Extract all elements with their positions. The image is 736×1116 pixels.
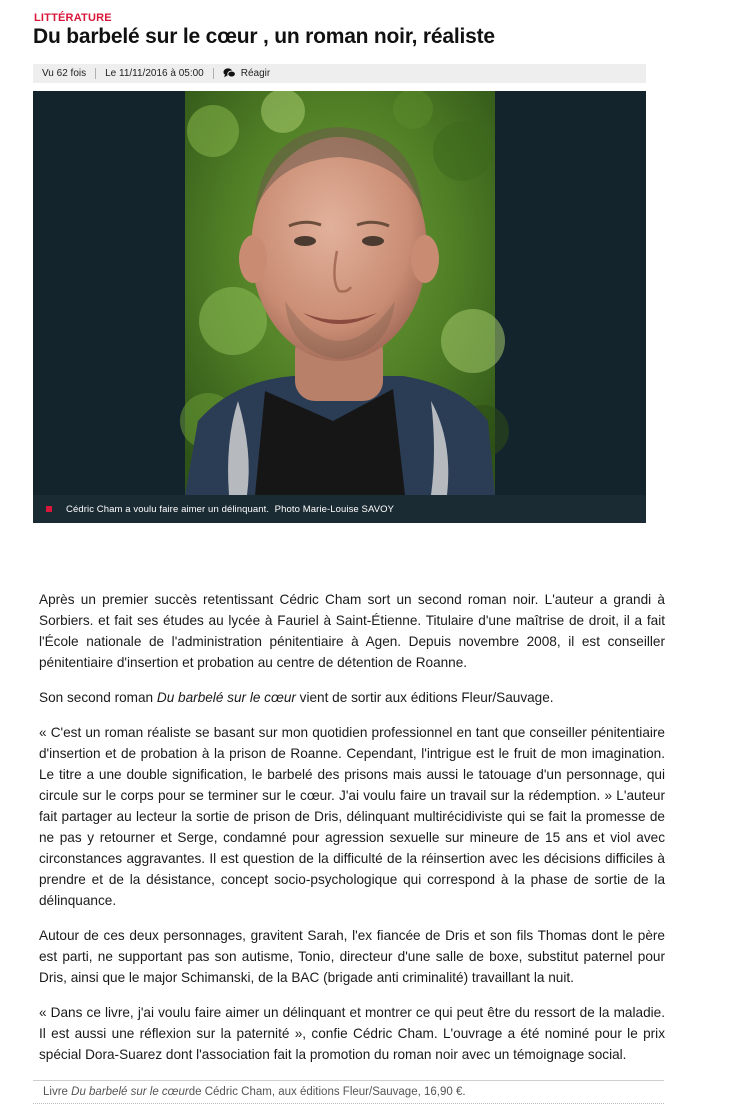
- article-title: Du barbelé sur le cœur , un roman noir, réaliste: [33, 25, 495, 48]
- caption-text: Cédric Cham a voulu faire aimer un délinquant.: [66, 503, 270, 515]
- photo-credit: Photo Marie-Louise SAVOY: [274, 503, 395, 515]
- book-info-footer: [33, 1080, 664, 1104]
- paragraph-2-tail: vient de sortir aux éditions Fleur/Sauvage.: [295, 690, 554, 705]
- book-title: Du barbelé sur le cœur: [156, 690, 296, 705]
- author-portrait-image: [33, 91, 646, 495]
- paragraph-3: « C'est un roman réaliste se basant sur mon quotidien professionnel en tant que conseiller pénitentiaire d'insertion et de probation à la prison de Roanne. Cependant, l'intrigue est le fruit de mon imagination. Le titre a une double signification, le barbelé des prisons mais aussi le tatouage d'un personnage, qui circule sur le corps pour se terminer sur le cœur. J'ai voulu faire un travail sur la rédemption. » L'auteur fait partager au lecteur la sortie de prison de Dris, délinquant multirécidiviste qui se fait la promesse de ne pas y retourner et Serge, condamné pour agression sexuelle sur mineure de 15 ans et viol avec circonstances aggravantes. Il est question de la difficulté de la réinsertion avec les décisions difficiles à prendre et de la désistance, concept socio-psychologique qui correspond à la phase de sortie de la délinquance.: [39, 725, 665, 908]
- react-label: Réagir: [240, 68, 271, 79]
- photo-caption: [33, 495, 646, 523]
- paragraph-2: [39, 687, 665, 708]
- footer-lead: Livre: [43, 1086, 68, 1098]
- publish-date: Le 11/11/2016 à 05:00: [95, 68, 213, 79]
- paragraph-1: Après un premier succès retentissant Cédric Cham sort un second roman noir. L'auteur a grandi à Sorbiers. et fait ses études au lycée à Fauriel à Saint-Étienne. Titulaire d'une maîtrise de droit, il a fait l'École nationale de l'administration pénitentiaire à Agen. Depuis novembre 2008, il est conseiller pénitentiaire d'insertion et probation au centre de détention de Roanne.: [39, 592, 665, 670]
- paragraph-4: Autour de ces deux personnages, gravitent Sarah, l'ex fiancée de Dris et son fils Thomas dont le père est parti, ne supportant pas son autisme, Tonio, directeur d'une salle de boxe, substitut paternel pour Dris, ainsi que le major Schimanski, de la BAC (brigade anti criminalité) travaillant la nuit.: [39, 928, 665, 985]
- react-link[interactable]: [213, 68, 279, 79]
- view-count: Vu 62 fois: [42, 68, 87, 79]
- footer-book-title: Du barbelé sur le cœur: [71, 1086, 189, 1098]
- author-photo: [33, 91, 646, 495]
- footer-tail: de Cédric Cham, aux éditions Fleur/Sauvage, 16,90 €.: [188, 1086, 466, 1098]
- category-label[interactable]: LITTÉRATURE: [34, 12, 112, 24]
- speech-bubbles-icon: [223, 68, 236, 79]
- paragraph-5: « Dans ce livre, j'ai voulu faire aimer un délinquant et montrer ce qui peut être du ressort de la maladie. Il est aussi une réflexion sur la paternité », confie Cédric Cham. L'ouvrage a été nominé pour le prix spécial Dora-Suarez dont l'association fait la promotion du roman noir avec un témoignage social.: [39, 1005, 665, 1062]
- article-meta-bar: [33, 64, 646, 83]
- article-body: [39, 589, 665, 1079]
- red-square-icon: [46, 506, 52, 512]
- paragraph-2-lead: Son second roman: [39, 690, 157, 705]
